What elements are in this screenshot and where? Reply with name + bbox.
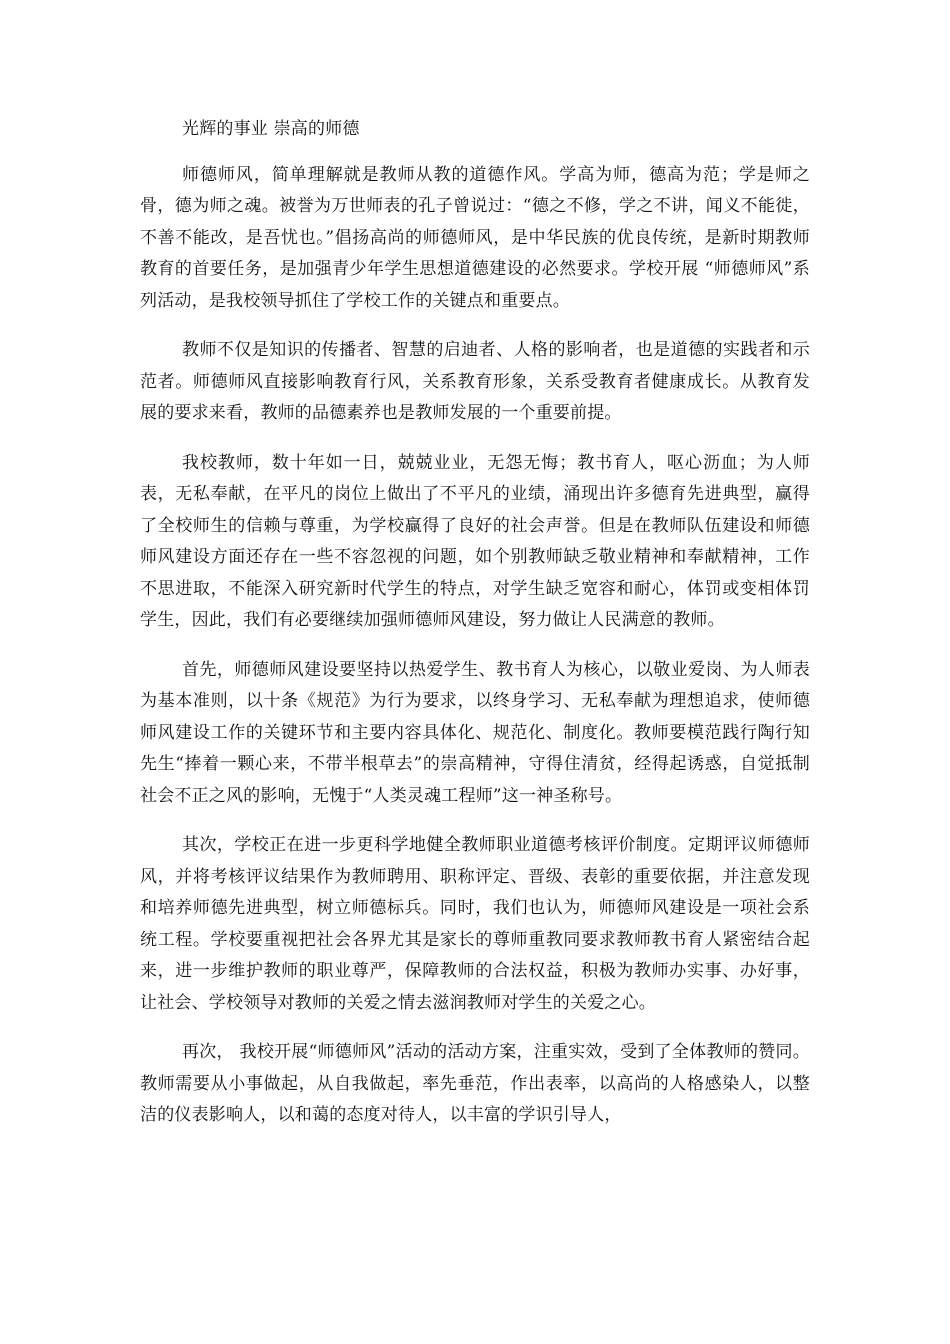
document-page — [140, 114, 810, 1150]
document-title: 光辉的事业 崇高的师德 — [182, 119, 360, 139]
paragraph-3: 我校教师，数十年如一日，兢兢业业，无怨无悔；教书育人，呕心沥血；为人师表，无私奉献，在平凡的岗位上做出了不平凡的业绩，涌现出许多德育先进典型，赢得了全校师生的信赖与尊重，为学校赢得了良好的社会声誉。但是在教师队伍建设和师德师风建设方面还存在一些不容忽视的问题，如个别教师缺乏敬业精神和奉献精神，工作不思进取，不能深入研究新时代学生的特点，对学生缺乏宽容和耐心，体罚或变相体罚学生，因此，我们有必要继续加强师德师风建设，努力做让人民满意的教师。 — [140, 452, 810, 630]
paragraph-4: 首先，师德师风建设要坚持以热爱学生、教书育人为核心，以敬业爱岗、为人师表为基本准则，以十条《规范》为行为要求，以终身学习、无私奉献为理想追求，使师德师风建设工作的关键环节和主要内容具体化、规范化、制度化。教师要模范践行陶行知先生“捧着一颗心来，不带半根草去”的崇高精神，守得住清贫，经得起诱惑，自觉抵制社会不正之风的影响，无愧于“人类灵魂工程师”这一神圣称号。 — [140, 659, 810, 806]
paragraph-5: 其次，学校正在进一步更科学地健全教师职业道德考核评价制度。定期评议师德师风，并将考核评议结果作为教师聘用、职称评定、晋级、表彰的重要依据，并注意发现和培养师德先进典型，树立师德标兵。同时，我们也认为，师德师风建设是一项社会系统工程。学校要重视把社会各界尤其是家长的尊师重教同要求教师教书育人紧密结合起来，进一步维护教师的职业尊严，保障教师的合法权益，积极为教师办实事、办好事，让社会、学校领导对教师的关爱之情去滋润教师对学生的关爱之心。 — [140, 835, 810, 1013]
paragraph-1: 师德师风，简单理解就是教师从教的道德作风。学高为师，德高为范；学是师之骨，德为师之魂。被誉为万世师表的孔子曾说过：“德之不修，学之不讲，闻义不能徙，不善不能改，是吾忧也。”倡扬高尚的师德师风，是中华民族的优良传统，是新时期教师教育的首要任务，是加强青少年学生思想道德建设的必然要求。学校开展 “师德师风”系列活动，是我校领导抓住了学校工作的关键点和重要点。 — [140, 164, 810, 311]
paragraph-6: 再次， 我校开展“师德师风”活动的活动方案，注重实效，受到了全体教师的赞同。教师需要从小事做起，从自我做起，率先垂范，作出表率，以高尚的人格感染人，以整洁的仪表影响人，以和蔼的态度对待人，以丰富的学识引导人， — [140, 1042, 810, 1125]
paragraph-2: 教师不仅是知识的传播者、智慧的启迪者、人格的影响者，也是道德的实践者和示范者。师德师风直接影响教育行风，关系教育形象，关系受教育者健康成长。从教育发展的要求来看，教师的品德素养也是教师发展的一个重要前提。 — [140, 340, 810, 423]
